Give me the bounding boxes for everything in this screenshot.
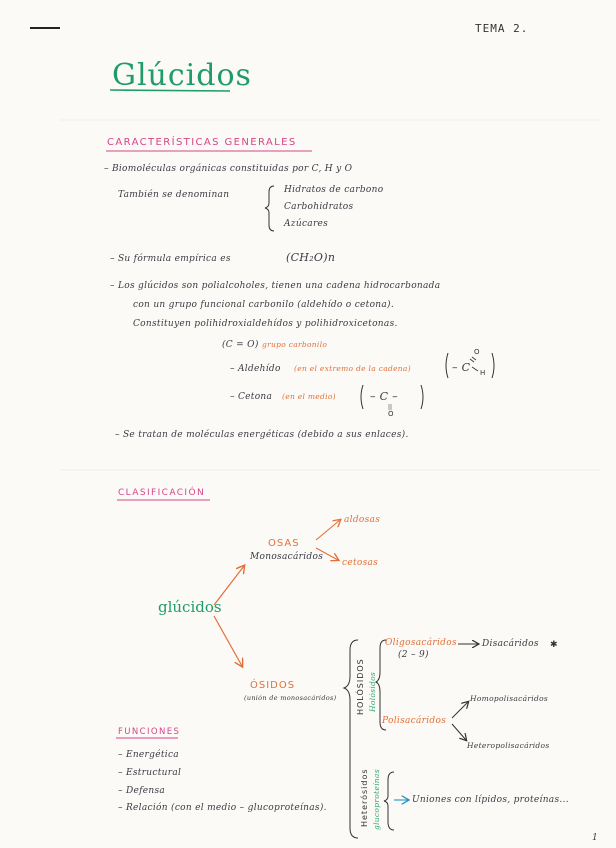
svg-text:O: O — [474, 348, 480, 356]
svg-text:✱: ✱ — [550, 640, 558, 650]
svg-text:H: H — [480, 369, 486, 377]
funcion-item: – Defensa — [118, 786, 166, 796]
svg-text:||: || — [388, 404, 393, 411]
arrow-to-homo — [452, 702, 468, 718]
cetona-note: (en el medio) — [282, 392, 336, 401]
page-title: Glúcidos — [112, 58, 252, 93]
oligo-label: Oligosacáridos — [385, 638, 457, 648]
cetosas-label: cetosas — [342, 558, 379, 568]
cetona-label: – Cetona — [230, 392, 273, 402]
funcion-item: – Relación (con el medio – glucoproteínas). — [118, 803, 327, 813]
heterosidos-sub: glucoproteínas — [372, 769, 381, 830]
carbonilo-note: grupo carbonilo — [262, 340, 328, 349]
heterosidos-label: Heterósidos — [360, 768, 369, 827]
section-heading-funciones: FUNCIONES — [118, 727, 181, 737]
section-heading-clasificacion: CLASIFICACIÓN — [118, 488, 206, 498]
heterosidos-brace — [384, 772, 394, 830]
aldehido-label: – Aldehído — [230, 364, 281, 374]
cetona-bracket-left — [361, 385, 363, 409]
names-brace — [265, 186, 274, 231]
aldehido-bracket-right — [492, 353, 494, 378]
name-item: Hidratos de carbono — [284, 185, 384, 195]
funcion-item: – Energética — [118, 750, 179, 760]
text-line: – Los glúcidos son polialcoholes, tienen una cadena hidrocarbonada — [110, 281, 441, 291]
holosidos-sub: Holósidos — [368, 671, 377, 712]
text-line: – Biomoléculas orgánicas constituidas por C, H y O — [104, 164, 353, 174]
svg-text:O: O — [388, 410, 394, 418]
text-line: con un grupo funcional carbonilo (aldehído o cetona). — [133, 300, 395, 310]
polisacaridos-label: Polisacáridos — [382, 716, 447, 726]
arrow-to-osas — [214, 566, 244, 605]
oligo-range: (2 – 9) — [398, 650, 429, 660]
cetona-bracket-right — [421, 385, 423, 409]
arrow-to-cetosas — [316, 548, 338, 560]
aldosas-label: aldosas — [344, 515, 381, 525]
name-item: Azúcares — [284, 219, 329, 229]
osidos-label: ÓSIDOS — [250, 680, 296, 691]
glucidos-center: glúcidos — [158, 598, 222, 616]
osas-label: OSAS — [268, 538, 300, 549]
arrow-to-aldosas — [316, 520, 340, 540]
disacaridos-label: Disacáridos — [482, 639, 539, 649]
page-number: 1 — [592, 833, 599, 843]
title-underline — [110, 90, 230, 91]
aldehido-formula: – C — [452, 361, 471, 374]
arrow-to-osidos — [214, 616, 242, 666]
text-line: – Su fórmula empírica es — [110, 254, 231, 264]
aldehido-bracket-left — [446, 353, 448, 378]
arrow-to-hetero — [452, 724, 466, 740]
funcion-item: – Estructural — [118, 768, 182, 778]
carbonilo: (C = O) — [222, 340, 259, 350]
homo-label: Homopolisacáridos — [470, 694, 549, 703]
osidos-brace — [344, 640, 358, 838]
osas-sub: Monosacáridos — [250, 552, 324, 562]
aldehido-note: (en el extremo de la cadena) — [294, 364, 411, 373]
section-heading-caracteristicas: CARACTERÍSTICAS GENERALES — [107, 137, 297, 148]
cetona-formula: – C – — [370, 390, 398, 403]
formula: (CH₂O)n — [286, 251, 336, 264]
holosidos-brace — [376, 640, 386, 730]
hetero-label: Heteropolisacáridos — [467, 741, 550, 750]
osidos-sub: (unión de monosacáridos) — [244, 694, 337, 702]
tema-label: TEMA 2. — [475, 22, 529, 35]
text-line: También se denominan — [118, 190, 230, 200]
name-item: Carbohidratos — [284, 202, 354, 212]
text-line: Constituyen polihidroxialdehídos y polihidroxicetonas. — [133, 319, 398, 329]
text-line: – Se tratan de moléculas energéticas (debido a sus enlaces). — [115, 430, 409, 440]
uniones-label: Uniones con lípidos, proteínas... — [412, 795, 569, 805]
holosidos-label: HOLÓSIDOS — [356, 658, 365, 715]
